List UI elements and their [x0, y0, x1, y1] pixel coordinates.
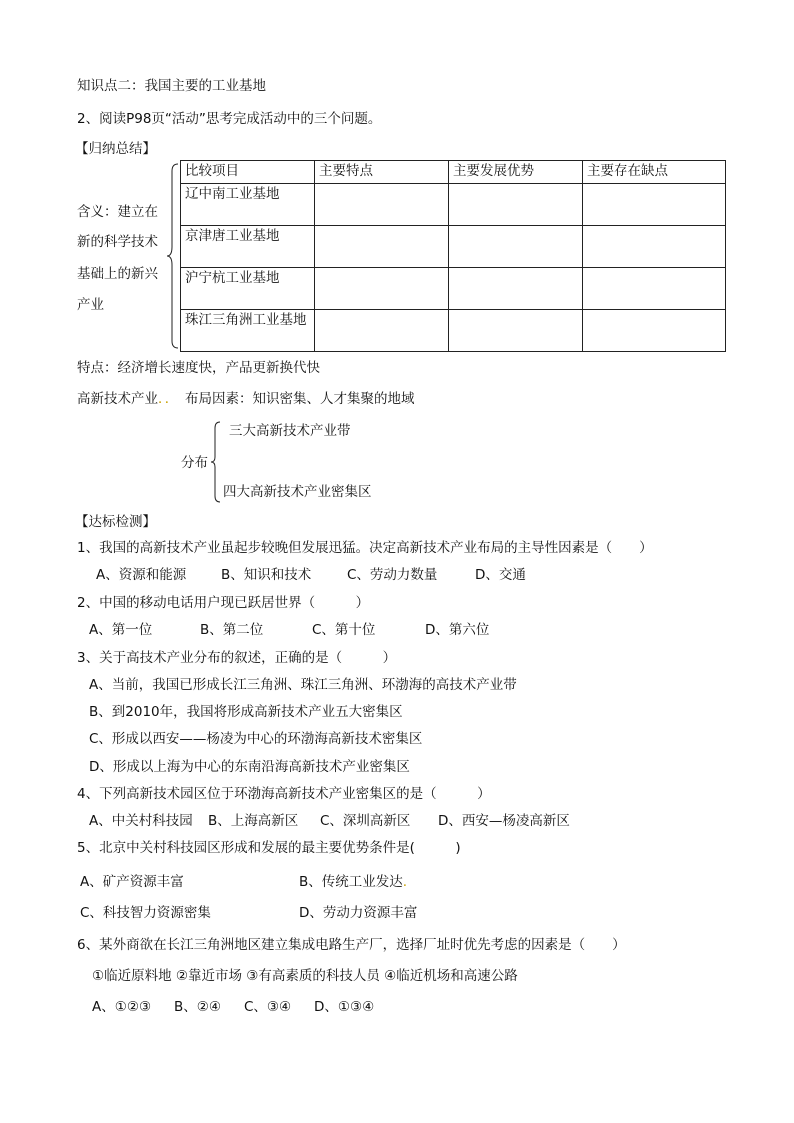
table-cell[interactable]	[315, 267, 449, 309]
table-cell[interactable]	[583, 267, 726, 309]
option[interactable]: D、交通	[475, 567, 526, 583]
table-header-row	[181, 161, 726, 184]
table-cell: 京津唐工业基地	[181, 225, 315, 267]
option-text: B、传统工业发达	[299, 874, 403, 890]
table-cell[interactable]	[449, 225, 583, 267]
option[interactable]: D、①③④	[314, 999, 375, 1015]
table-cell: 珠江三角洲工业基地	[181, 309, 315, 351]
option[interactable]: C、③④	[244, 999, 292, 1015]
option[interactable]: D、第六位	[425, 622, 490, 638]
question-conditions: ①临近原料地 ②靠近市场 ③有高素质的科技人员 ④临近机场和高速公路	[92, 968, 518, 984]
table-cell[interactable]	[449, 267, 583, 309]
option[interactable]: C、深圳高新区	[320, 813, 411, 829]
question-stem: 3、关于高技术产业分布的叙述，正确的是（ ）	[77, 650, 397, 666]
table-header-cell: 主要特点	[315, 161, 449, 184]
table-row	[181, 183, 726, 225]
distribution-item: 四大高新技术产业密集区	[223, 484, 372, 500]
definition-line: 含义：建立在	[77, 204, 158, 220]
layout-factors: 布局因素：知识密集、人才集聚的地域	[185, 391, 415, 407]
table-header-cell: 主要存在缺点	[583, 161, 726, 184]
option[interactable]: D、形成以上海为中心的东南沿海高新技术产业密集区	[89, 759, 410, 775]
distribution-label: 分布	[181, 455, 208, 471]
table-cell[interactable]	[583, 309, 726, 351]
table-row	[181, 309, 726, 351]
table-cell[interactable]	[315, 225, 449, 267]
option[interactable]: C、第十位	[312, 622, 376, 638]
question-stem: 2、中国的移动电话用户现已跃居世界（ ）	[77, 595, 370, 611]
question-stem: 1、我国的高新技术产业虽起步较晚但发展迅猛。决定高新技术产业布局的主导性因素是（ ）	[77, 540, 653, 556]
option[interactable]: B、上海高新区	[208, 813, 299, 829]
hitech-label-text: 高新技术产业	[77, 391, 158, 407]
section-title: 知识点二：我国主要的工业基地	[77, 78, 266, 94]
comparison-table	[180, 160, 726, 352]
option[interactable]: A、资源和能源	[96, 567, 187, 583]
features-text: 特点：经济增长速度快，产品更新换代快	[77, 360, 320, 376]
option[interactable]: D、西安—杨凌高新区	[438, 813, 570, 829]
table-row	[181, 225, 726, 267]
test-heading: 【达标检测】	[75, 514, 156, 530]
table-cell[interactable]	[315, 309, 449, 351]
question-stem: 4、下列高新技术园区位于环渤海高新技术产业密集区的是（ ）	[77, 786, 491, 802]
table-row	[181, 267, 726, 309]
option[interactable]: B、到2010年，我国将形成高新技术产业五大密集区	[89, 704, 403, 720]
distribution-item: 三大高新技术产业带	[229, 423, 351, 439]
definition-line: 产业	[77, 297, 104, 313]
option[interactable]: B、知识和技术	[221, 567, 312, 583]
option[interactable]: A、当前，我国已形成长江三角洲、珠江三角洲、环渤海的高技术产业带	[89, 677, 517, 693]
option[interactable]: A、中关村科技园	[89, 813, 193, 829]
definition-line: 新的科学技术	[77, 234, 158, 250]
option[interactable]: B、第二位	[200, 622, 264, 638]
table-header-cell: 主要发展优势	[449, 161, 583, 184]
option[interactable]: A、①②③	[92, 999, 152, 1015]
option[interactable]: B、②④	[174, 999, 221, 1015]
distribution-brace-icon	[210, 421, 222, 503]
activity-instruction: 2、阅读P98页“活动”思考完成活动中的三个问题。	[77, 111, 382, 127]
option[interactable]: C、形成以西安——杨凌为中心的环渤海高新技术密集区	[89, 731, 423, 747]
table-cell[interactable]	[583, 225, 726, 267]
question-stem: 5、北京中关村科技园区形成和发展的最主要优势条件是( )	[77, 840, 461, 856]
option[interactable]: D、劳动力资源丰富	[299, 905, 418, 921]
option[interactable]: C、科技智力资源密集	[80, 905, 211, 921]
table-cell[interactable]	[583, 183, 726, 225]
option[interactable]: B、传统工业发达.	[299, 874, 408, 890]
table-cell: 沪宁杭工业基地	[181, 267, 315, 309]
option[interactable]: A、矿产资源丰富	[80, 874, 184, 890]
table-cell: 辽中南工业基地	[181, 183, 315, 225]
table-header-cell: 比较项目	[181, 161, 315, 184]
table-cell[interactable]	[449, 183, 583, 225]
hitech-label: 高新技术产业．．	[77, 391, 179, 407]
table-cell[interactable]	[449, 309, 583, 351]
summary-heading: 【归纳总结】	[75, 141, 156, 157]
option[interactable]: A、第一位	[89, 622, 153, 638]
left-brace-icon	[166, 163, 180, 349]
table-cell[interactable]	[315, 183, 449, 225]
option[interactable]: C、劳动力数量	[347, 567, 438, 583]
definition-line: 基础上的新兴	[77, 266, 158, 282]
question-stem: 6、某外商欲在长江三角洲地区建立集成电路生产厂，选择厂址时优先考虑的因素是（ ）	[77, 937, 626, 953]
